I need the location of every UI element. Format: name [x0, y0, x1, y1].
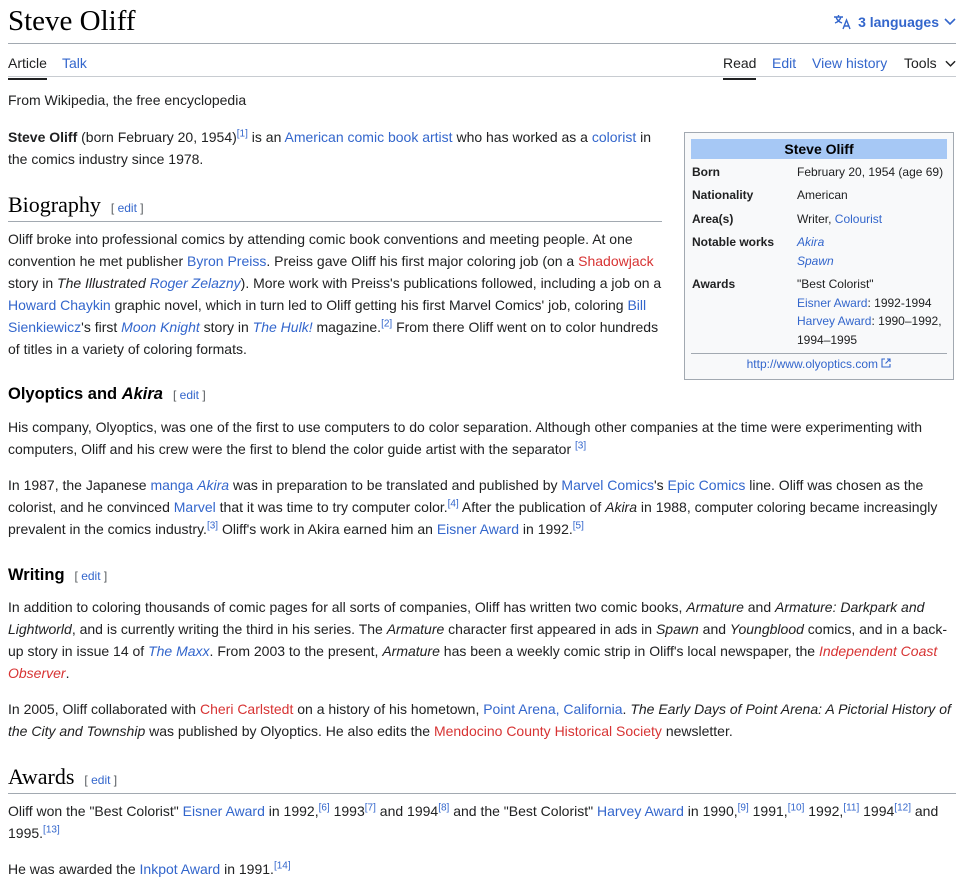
the-maxx-link[interactable]: The Maxx	[148, 643, 210, 659]
akira-link[interactable]: Akira	[197, 477, 230, 493]
edit-section-link[interactable]: edit	[91, 773, 111, 787]
text: Armature	[386, 621, 445, 637]
text: and 1995.	[8, 803, 939, 841]
chevron-down-icon	[945, 60, 956, 68]
citation-13[interactable]: [13]	[43, 824, 60, 836]
tab-talk[interactable]: Talk	[62, 55, 87, 71]
moon-knight-link[interactable]: Moon Knight	[121, 319, 200, 335]
text: His company, Olyoptics, was one of the first to use computers to do color separation. Although other companies at the time were experimenting with computers, Oliff and his crew were the first to blend the color guide artist with the separator	[8, 419, 923, 457]
text: He was awarded the	[8, 861, 140, 877]
shadowjack-link[interactable]: Shadowjack	[578, 253, 654, 269]
tab-edit[interactable]: Edit	[772, 55, 797, 71]
text: Oliff won the "Best Colorist"	[8, 803, 183, 819]
heading-text: Biography	[8, 192, 101, 217]
point-arena-link[interactable]: Point Arena, California	[483, 701, 623, 717]
colourist-link[interactable]: Colourist	[834, 212, 883, 226]
tools-label: Tools	[904, 55, 937, 71]
text: character first appeared in ads in	[444, 621, 656, 637]
heading-text: Awards	[8, 764, 75, 789]
harvey-years-2: 1994–1995	[797, 332, 858, 347]
notable-works-label: Notable works	[692, 235, 775, 249]
writing-heading	[8, 566, 107, 585]
text: was in preparation to be translated and published by	[229, 477, 562, 493]
awards-heading	[8, 764, 956, 794]
heading-text: Writing	[8, 566, 65, 584]
edit-section-link[interactable]: edit	[81, 569, 101, 583]
edit-section: [ edit ]	[84, 773, 118, 787]
text: was published by Olyoptics. He also edits the	[145, 723, 434, 739]
text: 's	[653, 477, 668, 493]
independent-coast-observer-link[interactable]: Independent Coast Observer	[8, 643, 938, 681]
text: 's first	[81, 319, 122, 335]
biography-heading	[8, 192, 662, 222]
text: 1991,	[748, 803, 788, 819]
inkpot-award-link[interactable]: Inkpot Award	[139, 861, 221, 877]
page-tabs	[8, 44, 956, 77]
biography-paragraph	[8, 228, 673, 360]
olyoptics-paragraph-2	[8, 474, 950, 540]
external-link-icon	[881, 358, 891, 368]
citation-7[interactable]: [7]	[364, 802, 376, 814]
eisner-award-link[interactable]: Eisner Award	[436, 521, 520, 537]
text: From there Oliff went on to color hundreds of titles in a variety of coloring formats.	[8, 319, 659, 357]
byron-preiss-link[interactable]: Byron Preiss	[187, 253, 267, 269]
tab-article[interactable]: Article	[8, 55, 47, 71]
text: After the publication of	[458, 499, 606, 515]
areas-label: Area(s)	[692, 212, 734, 226]
languages-label: 3 languages	[858, 14, 939, 30]
eisner-award-link[interactable]: Eisner Award	[797, 295, 868, 310]
text: Youngblood	[729, 621, 804, 637]
text: Armature	[382, 643, 440, 659]
text: 1994	[859, 803, 895, 819]
text: In 1987, the Japanese	[8, 477, 151, 493]
citation-11[interactable]: [11]	[843, 802, 860, 814]
text: that it was time to try computer color.	[215, 499, 448, 515]
nationality-label: Nationality	[692, 188, 754, 202]
text: in 1990,	[683, 803, 738, 819]
text: Akira	[605, 499, 638, 515]
text: in 1992,	[264, 803, 319, 819]
text: The Early Days of Point Arena: A Pictorial History of the City and Township	[8, 701, 951, 739]
text: in the comics industry since 1978.	[8, 129, 652, 167]
text: and	[743, 599, 776, 615]
text: story in	[199, 319, 253, 335]
text: Oliff broke into professional comics by attending comic book conventions and meeting people. At one convention he met publisher	[8, 231, 633, 269]
text: in 1992.	[519, 521, 573, 537]
mendocino-historical-society-link[interactable]: Mendocino County Historical Society	[433, 723, 662, 739]
areas-value	[797, 210, 882, 229]
text: ). More work with Preiss's publications followed, including a job on a	[240, 275, 662, 291]
citation-3[interactable]: [3]	[575, 440, 587, 452]
work-spawn-link[interactable]: Spawn	[797, 253, 834, 268]
bill-sienkiewicz-link[interactable]: Bill Sienkiewicz	[8, 297, 647, 335]
olyoptics-paragraph-1	[8, 416, 948, 460]
citation-2[interactable]: [2]	[381, 318, 393, 330]
nationality-value: American	[797, 188, 848, 202]
text: 1993	[329, 803, 365, 819]
awards-value	[797, 275, 942, 349]
edit-section-link[interactable]: edit	[179, 388, 199, 402]
text: and the "Best Colorist"	[449, 803, 597, 819]
text: Armature: Darkpark and Lightworld	[8, 599, 925, 637]
citation-6[interactable]: [6]	[318, 802, 330, 814]
text: In 2005, Oliff collaborated with	[8, 701, 200, 717]
text: story in	[8, 275, 58, 291]
text: has been a weekly comic strip in Oliff's local newspaper, the	[439, 643, 819, 659]
text: on a history of his hometown,	[293, 701, 484, 717]
text: in 1988, computer coloring became increasingly prevalent in the comics industry.	[8, 499, 938, 537]
text: graphic novel, which in turn led to Oliff getting his first Marvel Comics' job, coloring	[110, 297, 628, 313]
text: comics, and in a back-up story in issue 14 of	[8, 621, 948, 659]
citation-12[interactable]: [12]	[894, 802, 911, 814]
harvey-award-link[interactable]: Harvey Award	[597, 803, 684, 819]
citation-5[interactable]: [5]	[572, 520, 584, 532]
infobox-divider	[691, 353, 947, 354]
citation-8[interactable]: [8]	[438, 802, 450, 814]
text: who has worked as a	[452, 129, 592, 145]
writing-paragraph-1	[8, 596, 953, 684]
infobox	[684, 132, 954, 380]
areas-writer: Writer,	[797, 212, 835, 226]
roger-zelazny-link[interactable]: Roger Zelazny	[149, 275, 241, 291]
text: newsletter.	[661, 723, 733, 739]
text: and	[698, 621, 730, 637]
the-hulk-link[interactable]: The Hulk!	[252, 319, 313, 335]
cheri-carlstedt-link[interactable]: Cheri Carlstedt	[199, 701, 294, 717]
notable-works-value	[797, 233, 834, 270]
text: In addition to coloring thousands of comic pages for all sorts of companies, Oliff has written two comic books,	[8, 599, 687, 615]
text: Oliff's work in Akira earned him an	[218, 521, 437, 537]
olyoptics-heading	[8, 385, 206, 404]
awards-paragraph-1	[8, 800, 953, 844]
citation-10[interactable]: [10]	[787, 802, 805, 814]
text: .	[622, 701, 631, 717]
text: and 1994	[375, 803, 439, 819]
text: Armature	[686, 599, 744, 615]
website-row	[685, 357, 953, 371]
text: is an	[247, 129, 285, 145]
language-selector[interactable]	[833, 14, 956, 30]
epic-comics-link[interactable]: Epic Comics	[667, 477, 746, 493]
tagline: From Wikipedia, the free encyclopedia	[8, 92, 247, 108]
text: (born February 20, 1954)	[77, 129, 237, 145]
heading-text: Olyoptics and	[8, 385, 122, 403]
infobox-title: Steve Oliff	[691, 139, 947, 159]
american-comic-artist-link[interactable]: American comic book artist	[284, 129, 453, 145]
title-bar	[8, 0, 956, 44]
tools-menu[interactable]	[904, 55, 956, 71]
awards-paragraph-2	[8, 858, 953, 880]
manga-link[interactable]: manga	[150, 477, 194, 493]
citation-14[interactable]: [14]	[273, 860, 291, 872]
text: .	[65, 665, 70, 681]
edit-section: [ edit ]	[110, 201, 144, 215]
award-best-colorist: "Best Colorist"	[797, 277, 874, 291]
subject-name: Steve Oliff	[8, 129, 78, 145]
chevron-down-icon	[944, 18, 956, 26]
tab-view-history[interactable]: View history	[812, 55, 888, 71]
citation-4[interactable]: [4]	[447, 498, 459, 510]
colorist-link[interactable]: colorist	[591, 129, 637, 145]
text: The Illustrated	[57, 275, 150, 291]
born-value: February 20, 1954 (age 69)	[797, 165, 944, 179]
website-link[interactable]: http://www.olyoptics.com	[746, 357, 879, 371]
awards-label: Awards	[692, 277, 736, 291]
text: Spawn	[655, 621, 699, 637]
text: , and is currently writing the third in his series. The	[71, 621, 387, 637]
text: magazine.	[312, 319, 382, 335]
text: . Preiss gave Oliff his first major coloring job (on a	[266, 253, 579, 269]
text: . From 2003 to the present,	[209, 643, 383, 659]
born-label: Born	[692, 165, 720, 179]
marvel-link[interactable]: Marvel	[173, 499, 216, 515]
intro-paragraph	[8, 126, 668, 170]
edit-section: [ edit ]	[172, 388, 206, 402]
eisner-years: : 1992-1994	[867, 295, 932, 310]
harvey-award-link[interactable]: Harvey Award	[797, 314, 872, 328]
edit-section-link[interactable]: edit	[117, 201, 137, 215]
text: 1992,	[804, 803, 844, 819]
marvel-comics-link[interactable]: Marvel Comics	[561, 477, 654, 493]
writing-paragraph-2	[8, 698, 953, 742]
edit-section: [ edit ]	[74, 569, 108, 583]
text: in 1991.	[220, 861, 274, 877]
howard-chaykin-link[interactable]: Howard Chaykin	[8, 297, 111, 313]
translate-icon	[833, 14, 853, 30]
eisner-award-link[interactable]: Eisner Award	[182, 803, 265, 819]
citation-3[interactable]: [3]	[206, 520, 219, 532]
citation-9[interactable]: [9]	[737, 802, 749, 814]
heading-text-italic: Akira	[121, 385, 163, 403]
page-title: Steve Oliff	[8, 5, 136, 37]
tab-read[interactable]: Read	[723, 55, 757, 71]
text: line. Oliff was chosen as the colorist, and he convinced	[8, 477, 924, 515]
harvey-years: : 1990–1992,	[871, 314, 942, 328]
work-akira-link[interactable]: Akira	[797, 235, 825, 249]
citation-1[interactable]: [1]	[236, 128, 248, 140]
